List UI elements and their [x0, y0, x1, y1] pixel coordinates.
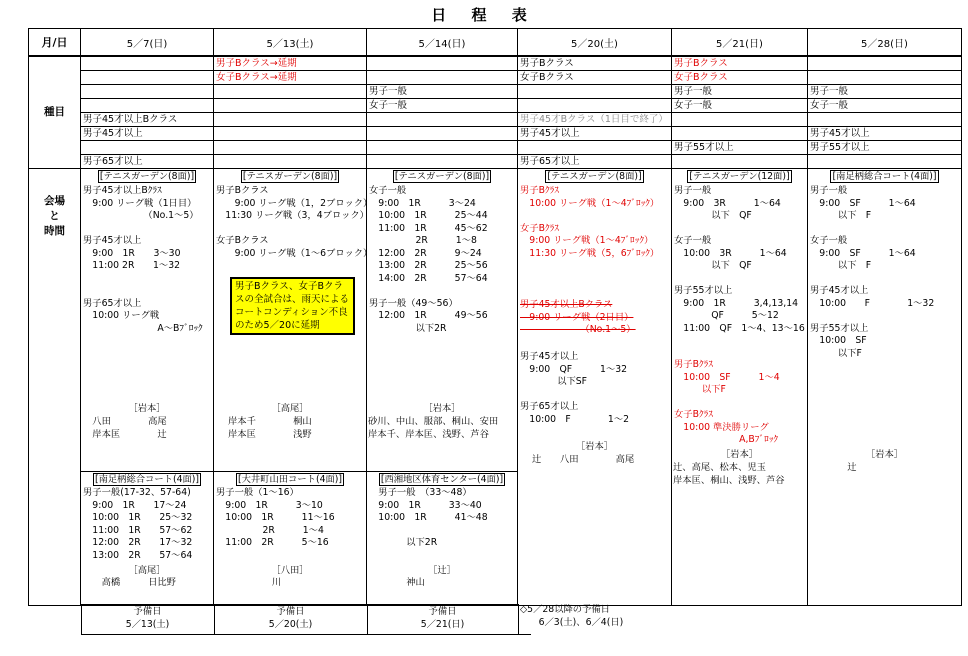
text-line: 10:00 3R 1～64: [674, 247, 787, 259]
staff-list: [228, 416, 312, 441]
match-lines: [369, 487, 488, 550]
text-line: 男子65才以上: [520, 401, 579, 412]
text-line: 男子45才以上Bｸﾗｽ: [83, 185, 162, 196]
reserve-divider: [214, 604, 215, 634]
text-line: 11:00 1R 45～62: [369, 222, 488, 234]
venue-title: [南足柄総合コート(4面)]: [94, 474, 200, 485]
staff-title: ［辻］: [428, 565, 456, 576]
text-line: 辻: [810, 462, 857, 473]
text-line: 女子一般: [369, 185, 407, 196]
event-item: 男子45才以上: [808, 127, 961, 141]
text-line: 9:00 リーグ戦（1，2ブロック）: [216, 197, 373, 209]
text-line: [810, 310, 934, 323]
text-line: 以下 QF: [674, 260, 752, 271]
text-line: 10:00 SF 1～4: [674, 371, 780, 383]
text-line: 砂川、中山、服部、桐山、安田: [368, 416, 499, 427]
reserve-label: 予備日: [428, 606, 457, 617]
event-item: 男子65才以上: [83, 156, 143, 167]
staff-title: ［高尾］: [128, 565, 166, 576]
venue-title: [テニスガーデン(8面)]: [99, 171, 195, 182]
text-line: 9:00 1R 3,4,13,14: [674, 297, 799, 309]
text-line: 女子Bｸﾗｽ: [674, 409, 713, 420]
venue-title: [西湘地区体育センター(4面)]: [380, 474, 504, 485]
match-lines: [216, 487, 335, 550]
text-line: 以下SF: [520, 376, 588, 387]
date-header: 5／7(日): [81, 29, 214, 57]
text-line: 12:00 2R 9～24: [369, 247, 482, 259]
event-item: 女子Bクラス: [672, 71, 807, 85]
text-line: 以下 F: [810, 210, 872, 221]
events-cell: [81, 56, 214, 169]
staff-list: [368, 416, 498, 441]
text-line: 辻 八田 高尾: [532, 454, 635, 465]
text-line: [520, 389, 629, 402]
text-line: 岸本匡 辻: [83, 428, 167, 440]
text-line: （No.1～5）: [520, 324, 636, 335]
text-line: 9:00 1R 3～10: [216, 499, 323, 511]
text-line: [810, 223, 934, 236]
text-line: 男子一般: [674, 185, 712, 196]
text-line: 9:00 リーグ戦（1～4ﾌﾞﾛｯｸ）: [520, 235, 654, 246]
text-line: 13:00 2R 25～56: [369, 260, 488, 271]
staff-list: [673, 462, 785, 487]
text-line: 9:00 3R 1～64: [674, 197, 781, 209]
staff-list: [532, 454, 634, 467]
text-line: 11:00 QF 1～4、13～16: [674, 322, 805, 334]
text-line: 岸本匡、桐山、浅野、芦谷: [673, 474, 785, 486]
text-line: 男子Bクラス: [216, 185, 269, 196]
venue-title: [テニスガーデン(12面)]: [689, 171, 790, 182]
match-lines-cancelled: [520, 299, 636, 337]
text-line: 男子一般(17-32、57-64): [83, 487, 191, 498]
staff-list: [83, 416, 167, 441]
staff-title: ［岩本］: [575, 441, 614, 452]
event-item: 男子55才以上: [808, 141, 961, 155]
text-line: 10:00 F 1～2: [520, 413, 630, 425]
text-line: 10:00 1R 11～16: [216, 512, 335, 523]
text-line: 男子55才以上: [810, 322, 869, 334]
text-line: 岸本千 桐山: [228, 416, 312, 427]
events-cell: [214, 56, 367, 169]
reserve-days-later: [520, 604, 690, 629]
event-item: 男子一般: [808, 85, 961, 99]
text-line: [83, 223, 203, 236]
text-line: 女子一般: [810, 235, 848, 246]
staff-title: ［岩本］: [720, 449, 759, 460]
staff-list: [83, 577, 176, 590]
event-item: 男子45才以上Bクラス: [81, 113, 213, 127]
event-item: 女子Bクラス: [518, 71, 671, 85]
staff-title: ［八田］: [271, 565, 309, 576]
text-line: 男子45才以上: [810, 285, 869, 296]
text-line: 10:00 準決勝リーグ: [674, 421, 769, 433]
header-row: [29, 29, 962, 57]
text-line: 14:00 2R 57～64: [369, 272, 488, 284]
venue-title: [テニスガーデン(8面)]: [394, 171, 490, 182]
venue-title: [大井町山田コート(4面)]: [237, 474, 343, 485]
text-line: 男子Bｸﾗｽ: [674, 359, 713, 370]
venue-label-line: 時間: [44, 225, 65, 237]
text-line: 9:00 QF 1～32: [520, 363, 628, 375]
events-cell: [808, 56, 962, 169]
reserve-date: 6／3(土)、6／4(日): [520, 616, 624, 628]
text-line: 13:00 2R 57～64: [83, 549, 193, 561]
venue-cell-0513: [214, 169, 373, 606]
event-item: 女子一般: [367, 99, 517, 113]
text-line: 男子55才以上: [674, 285, 733, 296]
text-line: 9:00 リーグ戦（1日目）: [83, 197, 197, 209]
match-lines: [674, 185, 805, 335]
text-line: 高橋 日比野: [83, 577, 176, 588]
event-item: 女子一般: [808, 99, 961, 113]
reserve-divider: [81, 604, 82, 634]
text-line: [369, 525, 488, 538]
text-line: 以下 F: [810, 260, 872, 271]
text-line: 以下2R: [369, 322, 447, 334]
staff-title: ［高尾］: [271, 403, 309, 414]
text-line: 10:00 1R 25～44: [369, 210, 488, 221]
text-line: 川: [216, 577, 282, 588]
text-line: 男子一般 （33～48）: [369, 487, 472, 498]
text-line: 9:00 リーグ戦（2日目）: [520, 311, 634, 323]
text-line: 男子一般: [810, 185, 848, 196]
text-line: 男子45才以上: [83, 235, 142, 246]
text-line: 10:00 リーグ戦（1～4ﾌﾞﾛｯｸ）: [520, 197, 660, 209]
venue-cell-0507: [81, 169, 214, 606]
event-item: 男子一般: [367, 85, 517, 99]
corner-label: 月/日: [29, 29, 81, 57]
venue-cell-0520: [518, 169, 672, 606]
text-line: 男子65才以上: [83, 297, 142, 309]
text-line: 以下F: [810, 347, 862, 359]
text-line: 女子Bクラス: [216, 235, 269, 246]
event-item: 男子Bクラス: [672, 57, 807, 71]
reserve-date: 5／13(土): [125, 618, 170, 630]
text-line: 辻、高尾、松本、児玉: [673, 462, 766, 473]
venue-row: [29, 169, 962, 606]
text-line: 9:00 SF 1～64: [810, 197, 916, 209]
staff-list: [369, 577, 425, 590]
event-item: 女子一般: [672, 99, 807, 113]
text-line: [674, 223, 805, 236]
text-line: [674, 273, 805, 286]
text-line: 男子Bｸﾗｽ: [520, 185, 559, 196]
text-line: 12:00 1R 49～56: [369, 310, 488, 321]
text-line: 10:00 リーグ戦: [83, 310, 160, 321]
text-line: 9:00 1R 33～40: [369, 499, 482, 511]
text-line: 以下2R: [369, 537, 438, 548]
events-label: 種目: [29, 56, 81, 169]
text-line: 男子一般（1～16）: [216, 487, 299, 498]
text-line: 八田 高尾: [83, 416, 167, 427]
match-lines-red: [520, 185, 659, 260]
match-lines: [369, 185, 488, 335]
event-item: 男子65才以上: [520, 156, 580, 167]
reserve-day-0507: [81, 606, 214, 631]
text-line: 11:30 リーグ戦（3，4ブロック）: [216, 210, 369, 221]
match-lines: [83, 487, 192, 562]
text-line: 男子一般（49～56）: [369, 297, 458, 309]
text-line: （No.1～5）: [83, 210, 199, 221]
text-line: 女子一般: [674, 235, 712, 246]
text-line: 2R 1～8: [369, 235, 477, 246]
text-line: 神山: [369, 577, 425, 588]
venue-title: [テニスガーデン(8面)]: [242, 171, 338, 182]
events-cell: [367, 56, 518, 169]
text-line: 9:00 1R 17～24: [83, 499, 187, 511]
reserve-divider: [81, 604, 518, 605]
text-line: 男子45才以上: [520, 351, 579, 362]
text-line: [83, 273, 203, 286]
date-header: 5／14(日): [367, 29, 518, 57]
reserve-label: 予備日: [276, 606, 305, 617]
match-lines: [216, 185, 372, 260]
match-lines-red: [674, 359, 780, 447]
event-item: 男子45才以上: [81, 127, 213, 141]
text-line: 10:00 1R 25～32: [83, 512, 193, 523]
venue-cell-0514: [367, 169, 518, 606]
reserve-divider: [518, 604, 519, 634]
venue-cell-0528: [808, 169, 962, 606]
text-line: 9:00 1R 3～30: [83, 247, 181, 259]
schedule-table: [28, 28, 962, 606]
text-line: 11:00 2R 5～16: [216, 537, 329, 548]
event-item: 男子55才以上: [672, 141, 807, 155]
staff-title: ［岩本］: [423, 403, 461, 414]
text-line: 10:00 F 1～32: [810, 297, 935, 309]
event-item: 男子45才以上: [518, 127, 671, 141]
venue-title: [テニスガーデン(8面)]: [547, 171, 642, 182]
date-header: 5／21(日): [672, 29, 808, 57]
text-line: [674, 397, 780, 410]
text-line: 9:00 リーグ戦（1～6ブロック）: [216, 247, 373, 259]
text-line: 11:00 2R 1～32: [83, 260, 181, 271]
event-item: 男子Bクラス→延期: [214, 57, 366, 71]
text-line: 11:30 リーグ戦（5，6ﾌﾞﾛｯｸ）: [520, 247, 660, 259]
venue-label: [29, 169, 81, 606]
text-line: 9:00 1R 3～24: [369, 197, 476, 209]
reserve-date: 5／21(日): [420, 618, 465, 630]
event-item: 男子Bクラス: [518, 57, 671, 71]
text-line: 岸本匡 浅野: [228, 428, 312, 440]
venue-label-line: と: [49, 210, 60, 222]
text-line: 以下F: [674, 384, 726, 395]
text-line: 9:00 SF 1～64: [810, 247, 916, 259]
text-line: [810, 273, 934, 286]
events-row: [29, 56, 962, 169]
reserve-label: ◇5／28以降の予備日: [520, 604, 610, 615]
events-cell: [518, 56, 672, 169]
reserve-bottom-rule: [81, 634, 531, 635]
event-item: 男子一般: [672, 85, 807, 99]
venue-label-line: 会場: [44, 195, 65, 207]
text-line: [83, 285, 203, 298]
match-lines: [520, 351, 629, 426]
text-line: QF 5～12: [674, 310, 779, 321]
text-line: 女子Bｸﾗｽ: [520, 222, 559, 234]
page-title: 日 程 表: [431, 6, 537, 24]
staff-title: ［岩本］: [128, 403, 166, 414]
text-line: A,Bﾌﾞﾛｯｸ: [674, 434, 779, 445]
staff-list: [216, 577, 281, 590]
text-line: [369, 285, 488, 298]
text-line: 10:00 SF: [810, 335, 867, 346]
date-header: 5／28(日): [808, 29, 962, 57]
text-line: 10:00 1R 41～48: [369, 512, 488, 523]
event-item: 男子45才Bクラス（1日目で終了）: [518, 113, 671, 127]
reserve-day-0513: [214, 606, 367, 631]
text-line: 2R 1～4: [216, 524, 324, 536]
match-lines: [83, 185, 203, 335]
reserve-date: 5／20(土): [268, 618, 313, 630]
staff-list: [810, 462, 857, 475]
text-line: 岸本千、岸本匡、浅野、芦谷: [368, 428, 489, 440]
venue-title: [南足柄総合コート(4面)]: [832, 171, 937, 182]
text-line: [520, 210, 659, 223]
postponement-note: 男子Bクラス、女子Bクラスの全試合は、雨天によるコートコンディション不良のため5／20に延期: [230, 277, 355, 335]
text-line: [216, 223, 372, 236]
text-line: 以下 QF: [674, 210, 752, 221]
venue-cell-0521: [672, 169, 808, 606]
text-line: 男子45才以上Bクラス: [520, 299, 613, 310]
event-item: 女子Bクラス→延期: [214, 71, 366, 85]
date-header: 5／20(土): [518, 29, 672, 57]
text-line: A～Bﾌﾞﾛｯｸ: [83, 322, 203, 334]
reserve-day-0514: [367, 606, 518, 631]
reserve-label: 予備日: [133, 606, 162, 617]
match-lines: [810, 185, 934, 360]
reserve-divider: [367, 604, 368, 634]
date-header: 5／13(土): [214, 29, 367, 57]
text-line: 11:00 1R 57～62: [83, 524, 193, 536]
staff-title: ［岩本］: [865, 449, 904, 460]
text-line: 12:00 2R 17～32: [83, 537, 193, 548]
events-cell: [672, 56, 808, 169]
